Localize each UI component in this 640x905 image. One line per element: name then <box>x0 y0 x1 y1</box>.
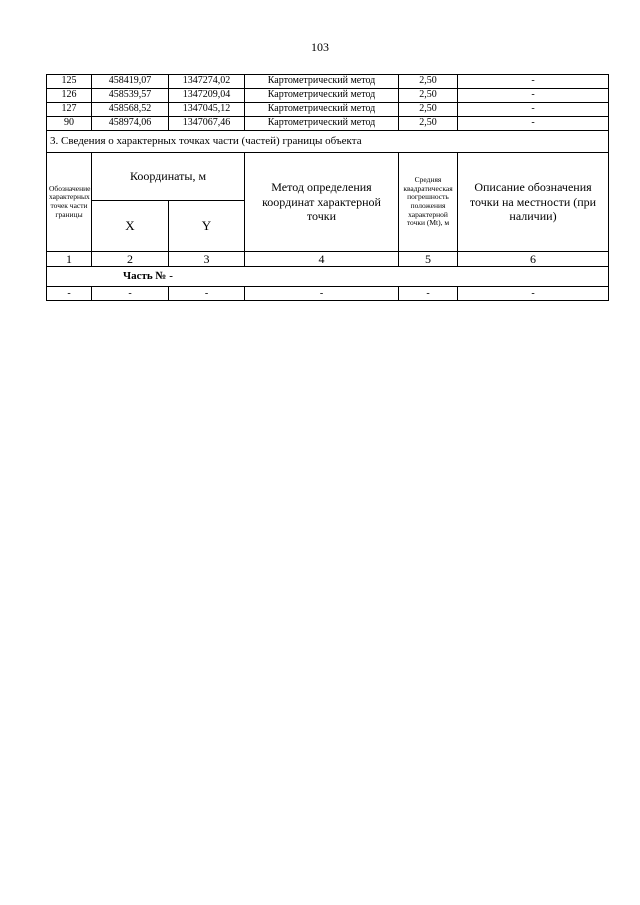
point-number: 125 <box>47 75 92 89</box>
page-number: 103 <box>311 40 329 54</box>
accuracy: 2,50 <box>399 117 458 131</box>
column-number: 5 <box>399 252 458 267</box>
empty-cell: - <box>458 287 609 301</box>
method: Картометрический метод <box>245 89 399 103</box>
empty-cell: - <box>169 287 245 301</box>
column-number: 1 <box>47 252 92 267</box>
header-description: Описание обозначения точки на местности (при наличии) <box>458 153 609 252</box>
coord-y: 1347274,02 <box>169 75 245 89</box>
coord-y: 1347067,46 <box>169 117 245 131</box>
section-title-row <box>47 131 609 153</box>
empty-cell: - <box>47 287 92 301</box>
table-row <box>47 89 609 103</box>
column-number: 4 <box>245 252 399 267</box>
header-coordinates: Координаты, м <box>92 153 245 201</box>
coord-y: 1347045,12 <box>169 103 245 117</box>
coordinates-table <box>46 74 609 301</box>
point-number: 126 <box>47 89 92 103</box>
coord-y: 1347209,04 <box>169 89 245 103</box>
accuracy: 2,50 <box>399 75 458 89</box>
column-number: 6 <box>458 252 609 267</box>
method: Картометрический метод <box>245 103 399 117</box>
empty-cell: - <box>399 287 458 301</box>
column-number-row <box>47 252 609 267</box>
section-title: 3. Сведения о характерных точках части (частей) границы объекта <box>47 131 609 153</box>
empty-cell: - <box>245 287 399 301</box>
table-row <box>47 103 609 117</box>
table-row <box>47 287 609 301</box>
coord-x: 458419,07 <box>92 75 169 89</box>
table-row <box>47 75 609 89</box>
header-y: Y <box>169 201 245 252</box>
header-point-designation: Обозначение характерных точек части границы <box>47 153 92 252</box>
point-number: 127 <box>47 103 92 117</box>
part-row <box>47 267 609 287</box>
accuracy: 2,50 <box>399 89 458 103</box>
coord-x: 458568,52 <box>92 103 169 117</box>
description: - <box>458 117 609 131</box>
column-number: 2 <box>92 252 169 267</box>
method: Картометрический метод <box>245 75 399 89</box>
accuracy: 2,50 <box>399 103 458 117</box>
description: - <box>458 75 609 89</box>
description: - <box>458 89 609 103</box>
coord-x: 458539,57 <box>92 89 169 103</box>
part-label: Часть № - <box>47 267 609 287</box>
header-x: X <box>92 201 169 252</box>
coord-x: 458974,06 <box>92 117 169 131</box>
header-accuracy: Средняя квадратическая погрешность положения характерной точки (Мt), м <box>399 153 458 252</box>
description: - <box>458 103 609 117</box>
method: Картометрический метод <box>245 117 399 131</box>
header-method: Метод определения координат характерной точки <box>245 153 399 252</box>
point-number: 90 <box>47 117 92 131</box>
column-number: 3 <box>169 252 245 267</box>
header-row <box>47 153 609 201</box>
empty-cell: - <box>92 287 169 301</box>
table-row <box>47 117 609 131</box>
